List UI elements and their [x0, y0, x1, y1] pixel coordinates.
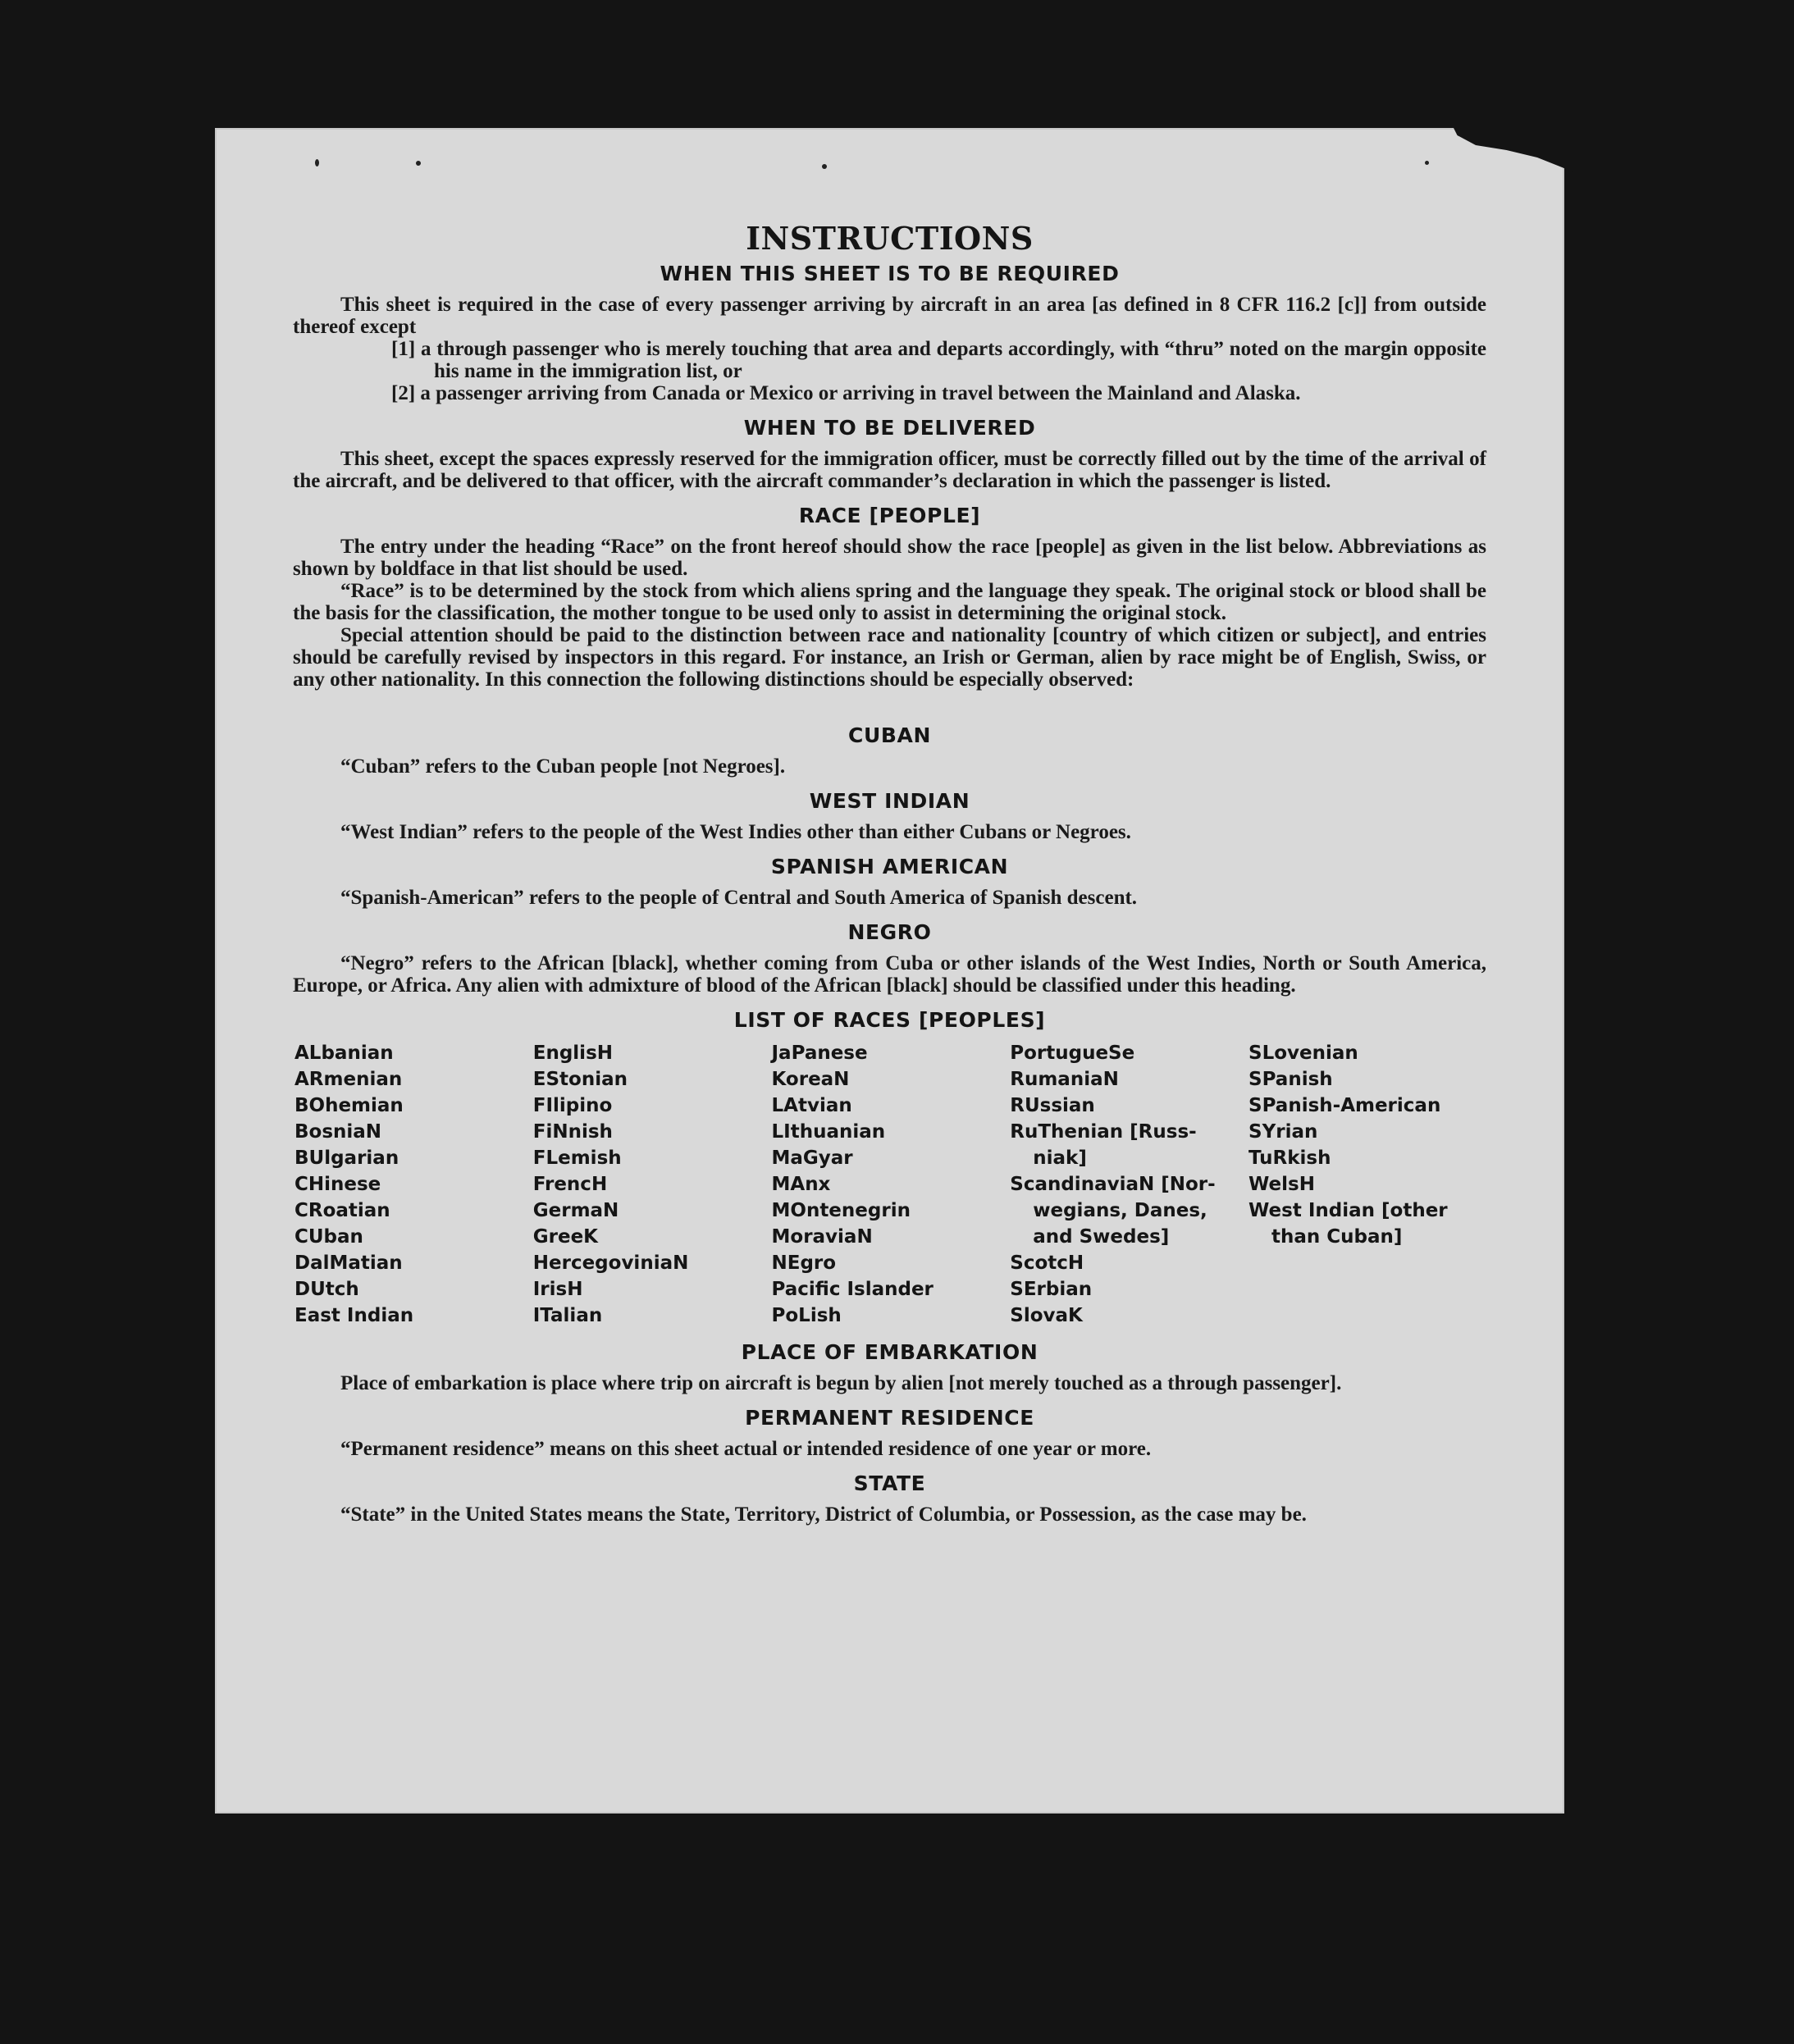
race-entry: CHinese	[294, 1174, 381, 1195]
race-entry: SlovaK	[1010, 1305, 1083, 1326]
race-entry: BosniaN	[294, 1121, 382, 1143]
race-entry: NEgro	[771, 1252, 837, 1274]
race-entry: LAtvian	[771, 1095, 852, 1116]
required-item-2: [2] a passenger arriving from Canada or Mexico or arriving in travel between the Mainland and Alaska.	[391, 382, 1301, 404]
race-entry: EnglisH	[532, 1043, 614, 1064]
race-entry: BOhemian	[294, 1095, 404, 1116]
delivered-text: This sheet, except the spaces expressly reserved for the immigration officer, must be correctly filled out by the time of the arrival of the aircraft, and be delivered to that officer, with the aircraft commander’s declaration in which the passenger is listed.	[293, 448, 1486, 492]
races-column-1	[294, 1040, 532, 1329]
heading-spanish-american: SPANISH AMERICAN	[770, 855, 1009, 878]
race-entry: MaGyar	[771, 1147, 853, 1169]
race-entry: ScandinaviaN [Nor-	[1010, 1174, 1216, 1195]
heading-list-of-races: LIST OF RACES [PEOPLES]	[733, 1008, 1046, 1032]
race-entry: KoreaN	[771, 1069, 850, 1090]
heading-required: WHEN THIS SHEET IS TO BE REQUIRED	[660, 262, 1120, 285]
races-column-4	[1010, 1040, 1248, 1329]
race-entry: ScotcH	[1010, 1252, 1084, 1274]
heading-negro: NEGRO	[847, 920, 932, 944]
race-entry: RumaniaN	[1010, 1069, 1119, 1090]
race-paragraph-1: The entry under the heading “Race” on the front hereof should show the race [people] as given in the list below. Abbreviations as shown by boldface in that list should be used.	[293, 536, 1486, 580]
race-entry-continued: wegians, Danes,	[1033, 1200, 1207, 1221]
race-entry: DalMatian	[294, 1252, 403, 1274]
race-entry-continued: and Swedes]	[1033, 1226, 1170, 1248]
state-text: “State” in the United States means the State, Territory, District of Columbia, or Possession, as the case may be.	[340, 1503, 1307, 1526]
race-entry: JaPanese	[771, 1043, 868, 1064]
required-item-1: [1] a through passenger who is merely touching that area and departs accordingly, with “thru” noted on the margin opposite his name in the immigration list, or	[391, 338, 1486, 382]
ink-speck	[1425, 161, 1429, 165]
race-entry: TuRkish	[1248, 1147, 1331, 1169]
race-entry: Pacific Islander	[771, 1279, 934, 1300]
race-entry: SPanish-American	[1248, 1095, 1441, 1116]
sheet-content	[293, 220, 1486, 1526]
residence-text: “Permanent residence” means on this sheet actual or intended residence of one year or more.	[340, 1438, 1152, 1460]
heading-state: STATE	[853, 1471, 926, 1495]
heading-residence: PERMANENT RESIDENCE	[745, 1406, 1034, 1430]
race-entry: CUban	[294, 1226, 363, 1248]
races-column-5	[1248, 1040, 1486, 1329]
required-intro: This sheet is required in the case of every passenger arriving by aircraft in an area [as defined in 8 CFR 116.2 [c]] from outside thereof except	[293, 294, 1486, 338]
race-entry: ALbanian	[294, 1043, 394, 1064]
race-entry: WelsH	[1248, 1174, 1315, 1195]
race-paragraph-2: “Race” is to be determined by the stock from which aliens spring and the language they speak. The original stock or blood shall be the basis for the classification, the mother tongue to be used only to assist in determining the original stock.	[293, 580, 1486, 624]
race-entry: IrisH	[532, 1279, 583, 1300]
race-paragraph-3: Special attention should be paid to the distinction between race and nationality [country of which citizen or subject], and entries should be carefully revised by inspectors in this regard. For instance, an Irish or German, alien by race might be of English, Swiss, or any other nationality. In this connection the following distinctions should be especially observed:	[293, 624, 1486, 691]
race-entry: MAnx	[771, 1174, 831, 1195]
race-entry: HercegoviniaN	[532, 1252, 689, 1274]
instruction-sheet	[215, 128, 1564, 1814]
race-entry: FIlipino	[532, 1095, 613, 1116]
spanish-american-text: “Spanish-American” refers to the people of Central and South America of Spanish descent.	[340, 887, 1138, 909]
race-entry: ARmenian	[294, 1069, 403, 1090]
embarkation-text: Place of embarkation is place where trip on aircraft is begun by alien [not merely touched as a through passenger].	[340, 1372, 1342, 1394]
race-entry: FiNnish	[532, 1121, 613, 1143]
race-entry: GreeK	[532, 1226, 598, 1248]
race-entry: MoraviaN	[771, 1226, 873, 1248]
race-entry: East Indian	[294, 1305, 414, 1326]
heading-embarkation: PLACE OF EMBARKATION	[741, 1340, 1039, 1364]
ink-speck	[416, 161, 421, 166]
race-entry: EStonian	[532, 1069, 628, 1090]
heading-west-indian: WEST INDIAN	[809, 789, 970, 813]
race-entry: SYrian	[1248, 1121, 1318, 1143]
race-entry: LIthuanian	[771, 1121, 886, 1143]
ink-speck	[822, 164, 827, 169]
race-entry: DUtch	[294, 1279, 359, 1300]
race-entry: RuThenian [Russ-	[1010, 1121, 1197, 1143]
race-entry: ITalian	[532, 1305, 603, 1326]
race-entry: SPanish	[1248, 1069, 1333, 1090]
races-list	[294, 1040, 1486, 1329]
race-entry: RUssian	[1010, 1095, 1095, 1116]
races-column-2	[533, 1040, 771, 1329]
race-entry: CRoatian	[294, 1200, 390, 1221]
race-entry: West Indian [other	[1248, 1200, 1448, 1221]
negro-text: “Negro” refers to the African [black], whether coming from Cuba or other islands of the West Indies, North or South America, Europe, or Africa. Any alien with admixture of blood of the African [black] should be classified under this heading.	[293, 952, 1486, 997]
race-entry: GermaN	[532, 1200, 619, 1221]
torn-corner	[1451, 123, 1574, 172]
race-entry-continued: niak]	[1033, 1147, 1087, 1169]
heading-cuban: CUBAN	[848, 723, 931, 747]
race-entry: SLovenian	[1248, 1043, 1358, 1064]
race-entry: PoLish	[771, 1305, 842, 1326]
race-entry: FrencH	[532, 1174, 608, 1195]
west-indian-text: “West Indian” refers to the people of the West Indies other than either Cubans or Negroes.	[340, 821, 1131, 843]
race-entry: SErbian	[1010, 1279, 1093, 1300]
heading-race: RACE [PEOPLE]	[798, 504, 981, 527]
races-column-3	[772, 1040, 1010, 1329]
race-entry: PortugueSe	[1010, 1043, 1135, 1064]
heading-delivered: WHEN TO BE DELIVERED	[743, 416, 1036, 440]
race-entry-continued: than Cuban]	[1271, 1226, 1403, 1248]
race-entry: BUlgarian	[294, 1147, 399, 1169]
race-entry: FLemish	[532, 1147, 622, 1169]
cuban-text: “Cuban” refers to the Cuban people [not Negroes].	[340, 755, 786, 778]
page-title: INSTRUCTIONS	[746, 220, 1034, 257]
race-entry: MOntenegrin	[771, 1200, 911, 1221]
ink-speck	[315, 159, 319, 167]
